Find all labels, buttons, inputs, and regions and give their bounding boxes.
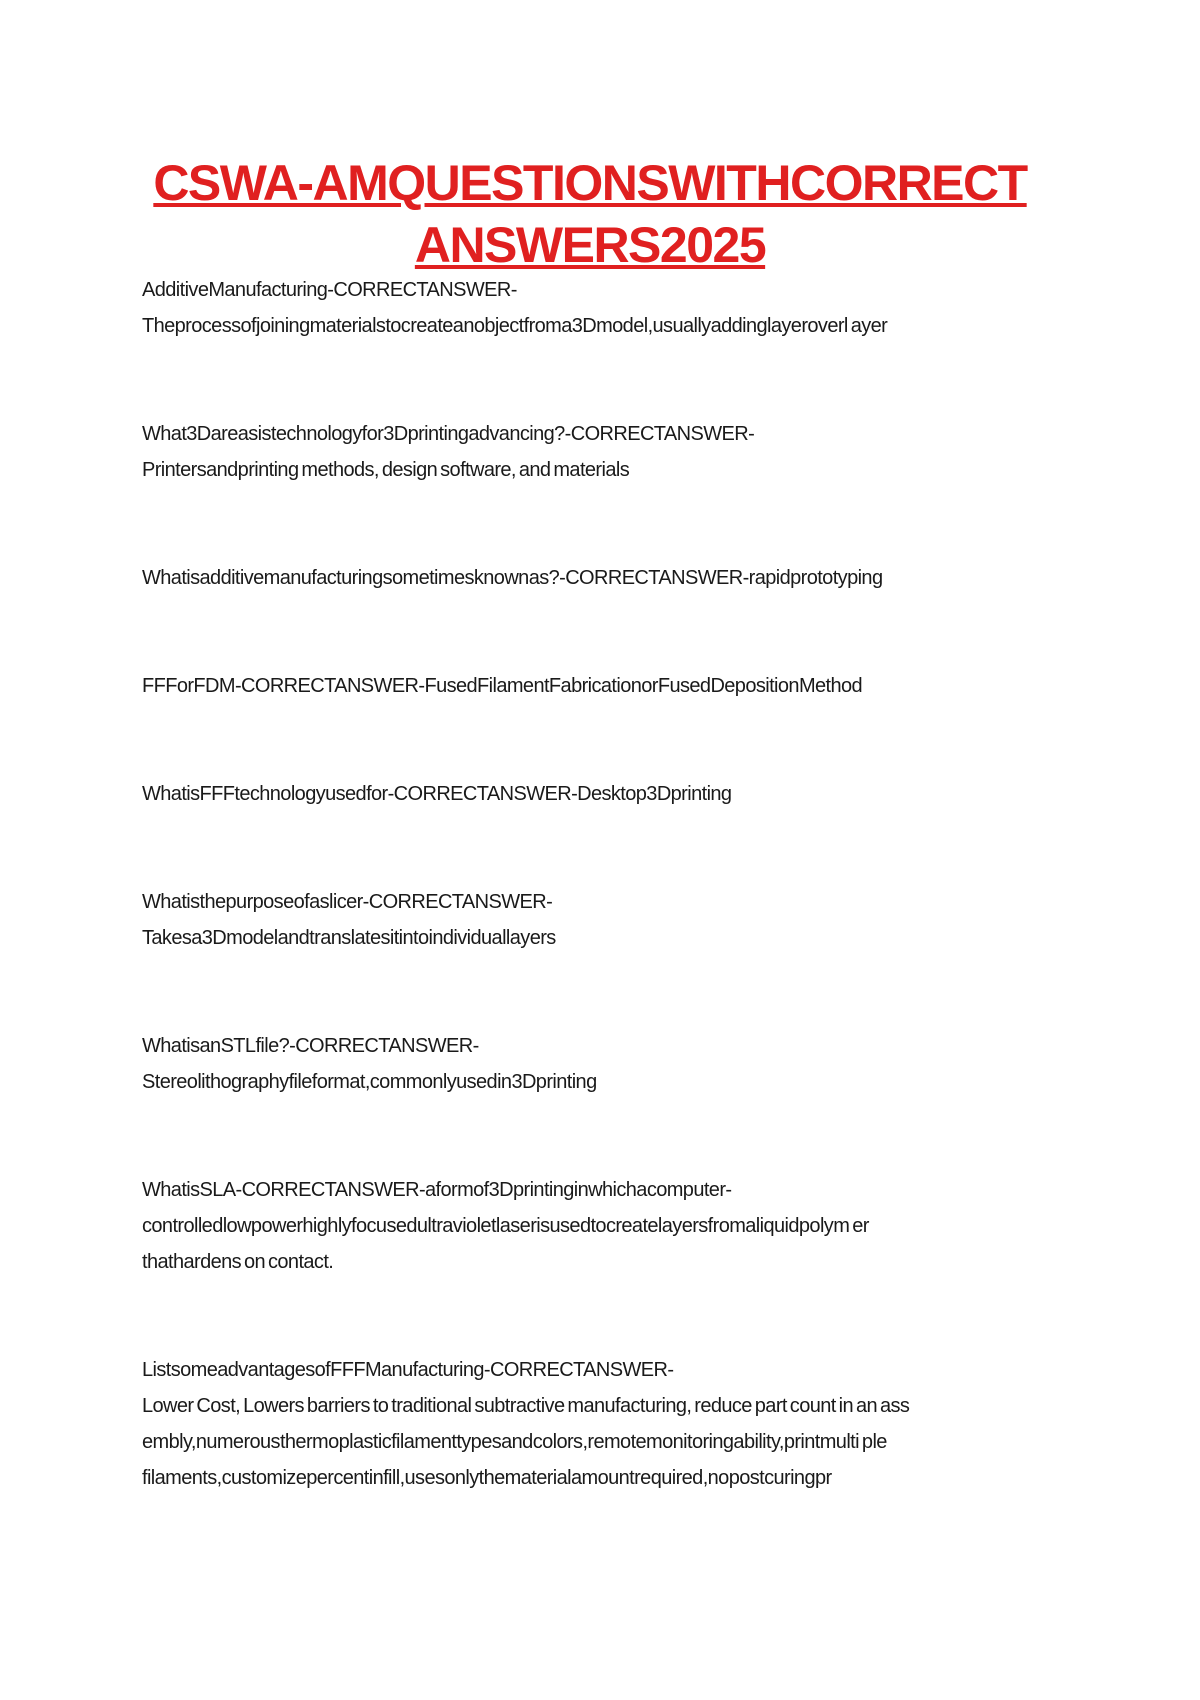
qa-answer: Takesa3Dmodelandtranslatesitintoindividuallayers — [142, 927, 556, 949]
qa-question: ListsomeadvantagesofFFFManufacturing-CORRECTANSWER- — [142, 1359, 674, 1381]
qa-entry-fff-use — [142, 776, 1087, 812]
qa-answer: Printersandprinting methods, design software, and materials — [142, 459, 630, 481]
document-title — [150, 152, 1030, 276]
qa-entry-fff-advantages — [142, 1352, 1087, 1496]
qa-question-answer: WhatisFFFtechnologyusedfor-CORRECTANSWER-Desktop3Dprinting — [142, 783, 732, 805]
qa-question: WhatisanSTLfile?-CORRECTANSWER- — [142, 1035, 479, 1057]
qa-entry-3d-areas — [142, 416, 1087, 488]
qa-answer-line: Lower Cost, Lowers barriers to traditional subtractive manufacturing, reduce part count in an ass — [142, 1395, 910, 1417]
qa-question: What3Dareasistechnologyfor3Dprintingadvancing?-CORRECTANSWER- — [142, 423, 755, 445]
qa-entry-rapid-prototyping — [142, 560, 1087, 596]
qa-entry-fff-fdm — [142, 668, 1087, 704]
qa-question-answer: FFForFDM-CORRECTANSWER-FusedFilamentFabricationorFusedDepositionMethod — [142, 675, 863, 697]
qa-answer-line: controlledlowpowerhighlyfocusedultravioletlaserisusedtocreatelayersfromaliquidpolym er — [142, 1215, 869, 1237]
document-title-line-1: CSWA-AMQUESTIONSWITHCORRECT — [153, 155, 1027, 211]
qa-entry-slicer — [142, 884, 1087, 956]
document-title-line-2: ANSWERS2025 — [414, 217, 766, 273]
qa-question: AdditiveManufacturing-CORRECTANSWER- — [142, 279, 517, 301]
qa-question-answer: Whatisadditivemanufacturingsometimesknownas?-CORRECTANSWER-rapidprototyping — [142, 567, 883, 589]
qa-entry-additive-manufacturing — [142, 272, 1087, 344]
qa-question: WhatisSLA-CORRECTANSWER-aformof3Dprintinginwhichacomputer- — [142, 1179, 732, 1201]
qa-list — [142, 272, 1087, 1496]
qa-answer-line: thathardens on contact. — [142, 1251, 334, 1273]
qa-entry-sla — [142, 1172, 1087, 1280]
qa-question: Whatisthepurposeofaslicer-CORRECTANSWER- — [142, 891, 553, 913]
qa-answer-line: filaments,customizepercentinfill,usesonlythematerialamountrequired,nopostcuringpr — [142, 1467, 832, 1489]
qa-answer: Stereolithographyfileformat,commonlyusedin3Dprinting — [142, 1071, 597, 1093]
qa-answer: Theprocessofjoiningmaterialstocreateanobjectfroma3Dmodel,usuallyaddinglayeroverl ayer — [142, 315, 888, 337]
qa-entry-stl-file — [142, 1028, 1087, 1100]
qa-answer-line: embly,numerousthermoplasticfilamenttypesandcolors,remotemonitoringability,printmulti ple — [142, 1431, 887, 1453]
